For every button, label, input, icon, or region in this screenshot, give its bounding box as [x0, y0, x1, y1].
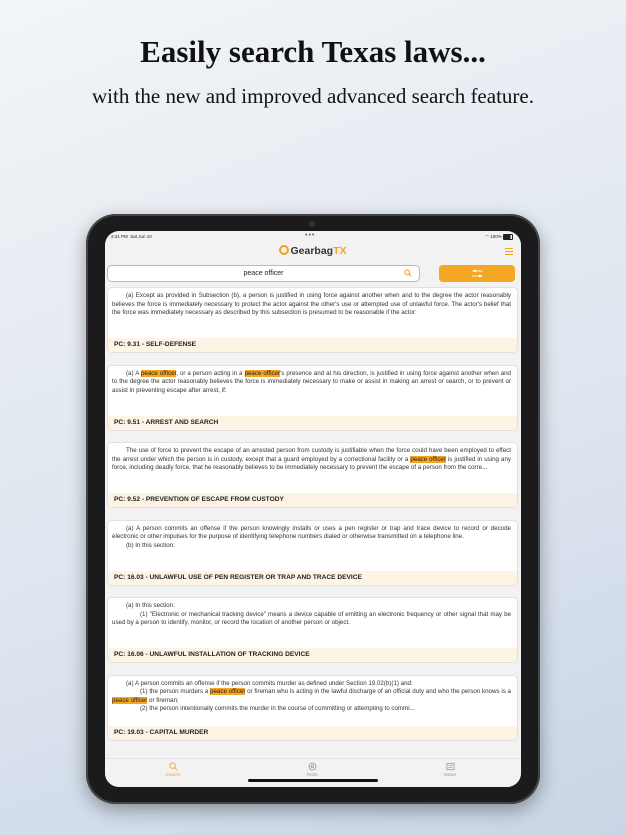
excerpt-text: (a) In this section: — [126, 602, 175, 609]
app-screen — [105, 231, 521, 787]
app-logo: GearbagTX — [105, 245, 521, 257]
results-list — [105, 287, 521, 759]
excerpt-paragraph — [112, 688, 511, 705]
excerpt-paragraph — [112, 525, 511, 542]
tablet-frame — [86, 214, 540, 804]
result-excerpt — [112, 680, 511, 724]
multitask-dots-icon[interactable]: ••• — [305, 232, 316, 239]
search-highlight: peace officer — [410, 455, 446, 463]
excerpt-paragraph — [112, 370, 511, 396]
gear-logo-icon — [279, 245, 289, 255]
menu-icon[interactable] — [505, 248, 513, 257]
filter-sliders-icon — [472, 269, 483, 278]
result-title[interactable]: PC: 16.06 - UNLAWFUL INSTALLATION OF TRACKING DEVICE — [108, 648, 517, 662]
result-title[interactable]: PC: 16.03 - UNLAWFUL USE OF PEN REGISTER OR TRAP AND TRACE DEVICE — [108, 571, 517, 585]
result-excerpt — [112, 447, 511, 491]
result-title[interactable]: PC: 19.03 - CAPITAL MURDER — [108, 726, 517, 740]
result-excerpt — [112, 602, 511, 646]
result-card[interactable] — [107, 442, 518, 508]
excerpt-paragraph — [112, 705, 511, 714]
excerpt-text: (a) A — [126, 369, 141, 377]
status-time: 2:41 PM Sat Jun 10 — [111, 234, 152, 239]
tab-label: Tools — [306, 773, 318, 778]
search-highlight: peace officer — [210, 688, 246, 696]
wifi-icon: ◠ — [485, 234, 489, 239]
excerpt-text: is justified in using any force, including deadly force, that he reasonably believes to be immediately necessary to prevent the escape of a person from the corre... — [112, 455, 511, 472]
excerpt-paragraph — [112, 292, 511, 318]
search-highlight: peace officer — [244, 369, 281, 377]
tools-icon — [308, 762, 317, 771]
filter-button[interactable] — [439, 265, 515, 282]
excerpt-paragraph — [112, 447, 511, 473]
excerpt-text: (a) A person commits an offense if the person commits murder as defined under Section 19.02(b)(1) and: — [126, 679, 413, 687]
tab-tools[interactable] — [282, 762, 342, 778]
battery-percent: 100% — [490, 234, 502, 239]
tab-search[interactable] — [143, 762, 203, 778]
camera-dot — [309, 221, 315, 227]
excerpt-text: (a) A person commits an offense if the person knowingly installs or uses a pen register or trap and trace device to record or decode electronic or other impulses for the purpose of identifying telephone numbers dialed or otherwise transmitted on a telephone line. — [112, 524, 511, 541]
result-card[interactable] — [107, 520, 518, 586]
result-card[interactable] — [107, 365, 518, 431]
excerpt-text: , or a person acting in a — [176, 369, 245, 377]
search-highlight: peace officer — [140, 369, 177, 377]
status-right — [485, 234, 513, 240]
tab-label: News — [444, 773, 456, 778]
excerpt-text: (2) the person intentionally commits the murder in the course of committing or attempting to commi... — [140, 705, 415, 713]
excerpt-paragraph — [112, 611, 511, 628]
excerpt-text: (1) the person murders a — [140, 688, 211, 696]
tab-label: Search — [165, 773, 181, 778]
excerpt-text: (1) "Electronic or mechanical tracking device" means a device capable of emitting an electronic frequency or other signal that may be used by a person to identify, monitor, or record the location of another person or object. — [112, 610, 511, 627]
status-bar — [105, 231, 521, 243]
tab-news[interactable] — [420, 762, 480, 778]
result-excerpt — [112, 370, 511, 414]
excerpt-paragraph — [112, 680, 511, 689]
news-icon — [446, 762, 455, 771]
battery-icon — [503, 234, 513, 240]
home-indicator — [248, 779, 378, 782]
app-header — [105, 243, 521, 263]
promo-headline: Easily search Texas laws... — [140, 34, 486, 69]
excerpt-text: The use of force to prevent the escape of an arrested person from custody is justifiable when the force could have been employed to effect the arrest under which the person is in custody, except that a guard employed by a correctional facility or a — [112, 447, 511, 463]
excerpt-text: 's presence and at his direction, is justified in using force against another when and to the degree the actor reasonably believes the force is immediately necessary to make or assist in making an arrest or search, or to prevent or assist in preventing escape after arrest, if: — [112, 369, 511, 394]
result-card[interactable] — [107, 597, 518, 663]
search-query[interactable]: peace officer — [243, 270, 284, 277]
result-title[interactable]: PC: 9.51 - ARREST AND SEARCH — [108, 416, 517, 430]
search-icon[interactable] — [404, 269, 412, 277]
result-excerpt — [112, 292, 511, 336]
tab-bar — [105, 758, 521, 787]
result-title[interactable]: PC: 9.52 - PREVENTION OF ESCAPE FROM CUSTODY — [108, 493, 517, 507]
result-excerpt — [112, 525, 511, 569]
search-icon — [169, 762, 178, 771]
search-highlight: peace officer — [112, 696, 148, 704]
excerpt-paragraph — [112, 542, 511, 551]
search-input[interactable] — [107, 265, 420, 282]
excerpt-text: (a) Except as provided in Subsection (b), a person is justified in using force against another when and to the degree the actor reasonably believes the force is immediately necessary to protect the actor against the other's use or attempted use of unlawful force. The actor's belief that the force was immediately necessary as described by this subsection is presumed to be reasonable if the actor: — [112, 292, 511, 317]
promo-subline: with the new and improved advanced search feature. — [92, 84, 534, 108]
result-title[interactable]: PC: 9.31 - SELF-DEFENSE — [108, 338, 517, 352]
excerpt-text: or fireman; — [147, 696, 179, 704]
result-card[interactable] — [107, 675, 518, 741]
search-row — [105, 263, 521, 287]
excerpt-paragraph — [112, 602, 511, 611]
result-card[interactable] — [107, 287, 518, 353]
excerpt-text: (b) In this section: — [126, 541, 175, 549]
excerpt-text: or fireman who is acting in the lawful discharge of an official duty and who the person knows is a — [245, 688, 511, 696]
